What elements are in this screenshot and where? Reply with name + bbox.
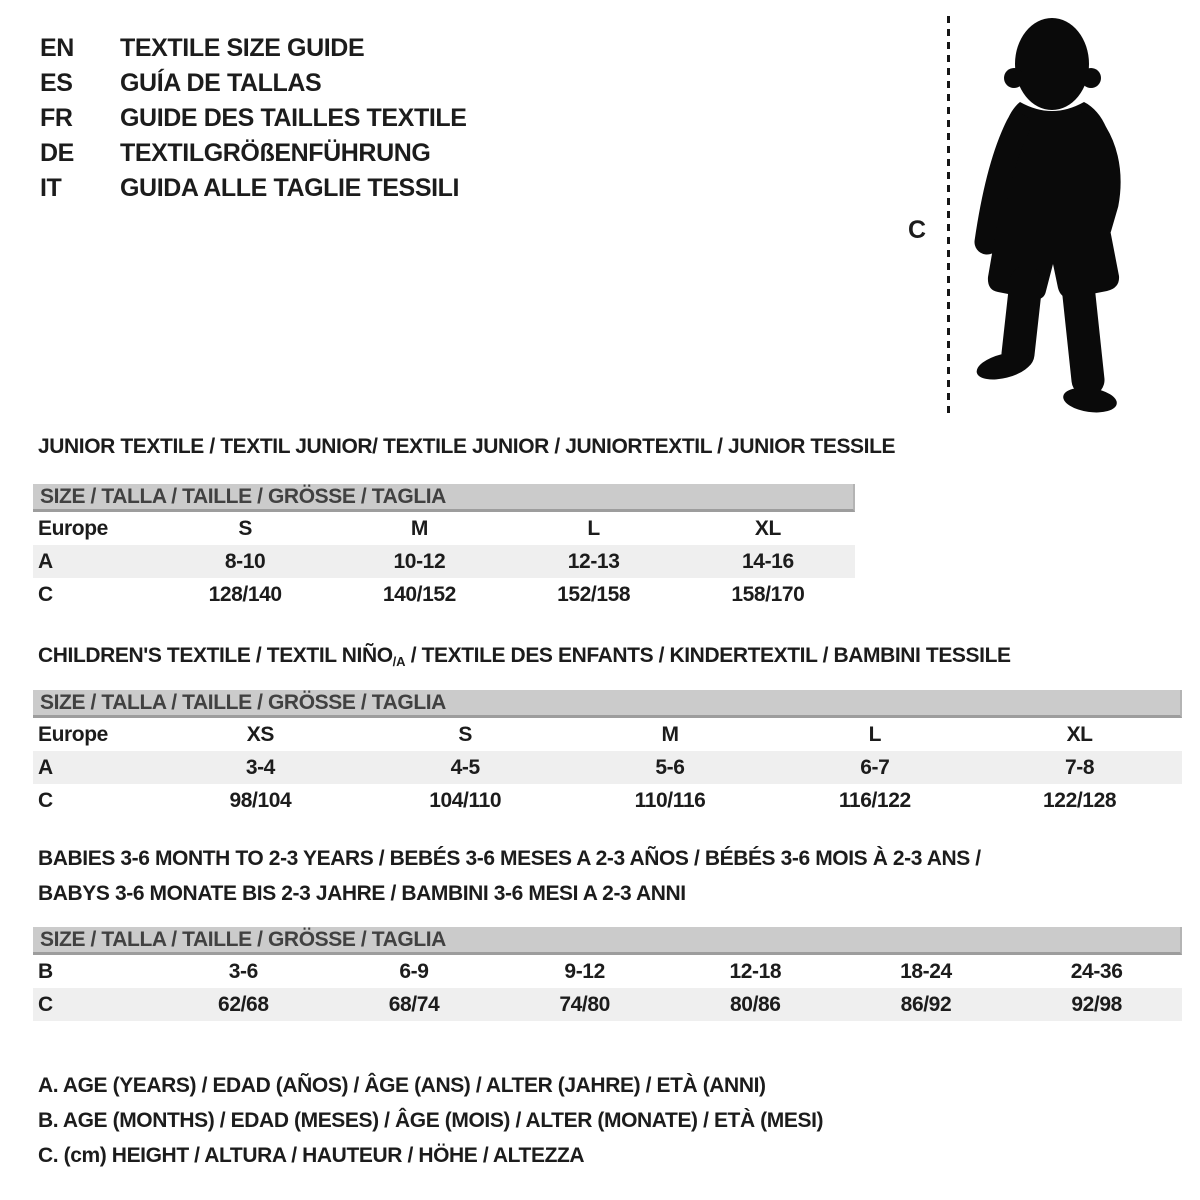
value-cell: 14-16 (742, 549, 794, 573)
row-label: A (38, 549, 53, 573)
row-label: A (38, 755, 53, 779)
value-cell: 104/110 (429, 788, 502, 812)
language-row-de (40, 136, 467, 171)
babies-size-table (33, 955, 1182, 1021)
value-cell: 10-12 (393, 549, 446, 573)
guide-title-en: TEXTILE SIZE GUIDE (120, 34, 365, 62)
row-label: C (38, 992, 53, 1016)
height-measure-dashed-line (947, 16, 950, 416)
legend-line-c: C. (cm) HEIGHT / ALTURA / HAUTEUR / HÖHE / ALTEZZA (38, 1144, 585, 1167)
legend-block (38, 1068, 823, 1173)
children-title-main: CHILDREN'S TEXTILE / TEXTIL NIÑO (38, 644, 393, 667)
row-label: B (38, 959, 53, 983)
children-size-header-bar: SIZE / TALLA / TAILLE / GRÖSSE / TAGLIA (33, 690, 1182, 718)
children-size-table (33, 718, 1182, 817)
value-cell: 98/104 (229, 788, 292, 812)
babies-size-header-bar: SIZE / TALLA / TAILLE / GRÖSSE / TAGLIA (33, 927, 1182, 955)
language-row-it (40, 171, 467, 206)
guide-title-es: GUÍA DE TALLAS (120, 69, 322, 97)
babies-title-line2: BABYS 3-6 MONATE BIS 2-3 JAHRE / BAMBINI 3-6 MESI A 2-3 ANNI (38, 882, 686, 905)
value-cell: 62/68 (218, 992, 269, 1016)
babies-section-title (38, 841, 981, 911)
junior-size-table (33, 512, 855, 611)
size-cell: XL (754, 516, 781, 540)
language-row-es (40, 66, 467, 101)
value-cell: 4-5 (450, 755, 480, 779)
guide-title-it: GUIDA ALLE TAGLIE TESSILI (120, 174, 460, 202)
size-cell: XS (246, 722, 274, 746)
value-cell: 3-6 (228, 959, 258, 983)
language-code: DE (40, 139, 74, 167)
value-cell: 18-24 (900, 959, 952, 983)
children-height-row (33, 784, 1182, 817)
junior-region-row (33, 512, 855, 545)
child-silhouette (960, 14, 1138, 420)
value-cell: 24-36 (1070, 959, 1123, 983)
value-cell: 12-18 (729, 959, 782, 983)
value-cell: 140/152 (382, 582, 456, 606)
value-cell: 68/74 (388, 992, 440, 1016)
value-cell: 152/158 (557, 582, 631, 606)
value-cell: 7-8 (1065, 755, 1095, 779)
value-cell: 8-10 (224, 549, 266, 573)
value-cell: 158/170 (731, 582, 805, 606)
size-cell: M (410, 516, 428, 540)
legend-line-b: B. AGE (MONTHS) / EDAD (MESES) / ÂGE (MOIS) / ALTER (MONATE) / ETÀ (MESI) (38, 1109, 824, 1132)
language-title-block (40, 31, 467, 206)
children-title-rest: / TEXTILE DES ENFANTS / KINDERTEXTIL / BAMBINI TESSILE (405, 644, 1011, 667)
value-cell: 74/80 (559, 992, 610, 1016)
junior-size-header-bar: SIZE / TALLA / TAILLE / GRÖSSE / TAGLIA (33, 484, 855, 512)
value-cell: 12-13 (567, 549, 620, 573)
value-cell: 3-4 (245, 755, 275, 779)
value-cell: 86/92 (900, 992, 952, 1016)
value-cell: 122/128 (1043, 788, 1117, 812)
language-code: ES (40, 69, 73, 97)
language-code: EN (40, 34, 74, 62)
size-cell: XL (1066, 722, 1093, 746)
size-cell: L (868, 722, 881, 746)
height-measure-label: C (908, 216, 926, 244)
region-label: Europe (38, 722, 108, 746)
value-cell: 9-12 (564, 959, 605, 983)
babies-title-line1: BABIES 3-6 MONTH TO 2-3 YEARS / BEBÉS 3-6 MESES A 2-3 AÑOS / BÉBÉS 3-6 MOIS À 2-3 ANS / (38, 847, 981, 870)
guide-title-fr: GUIDE DES TAILLES TEXTILE (120, 104, 467, 132)
legend-line-a: A. AGE (YEARS) / EDAD (AÑOS) / ÂGE (ANS) / ALTER (JAHRE) / ETÀ (ANNI) (38, 1074, 766, 1097)
language-code: FR (40, 104, 73, 132)
babies-age-row (33, 955, 1182, 988)
value-cell: 6-7 (860, 755, 890, 779)
language-row-fr (40, 101, 467, 136)
junior-height-row (33, 578, 855, 611)
size-cell: S (458, 722, 472, 746)
babies-height-row (33, 988, 1182, 1021)
junior-age-row (33, 545, 855, 578)
children-section-title (38, 642, 1011, 676)
size-cell: M (661, 722, 679, 746)
value-cell: 6-9 (399, 959, 429, 983)
row-label: C (38, 788, 53, 812)
value-cell: 5-6 (655, 755, 685, 779)
language-code: IT (40, 174, 62, 202)
children-title-subscript: /A (392, 654, 406, 669)
value-cell: 92/98 (1071, 992, 1122, 1016)
children-age-row (33, 751, 1182, 784)
value-cell: 128/140 (208, 582, 282, 606)
junior-section-title: JUNIOR TEXTILE / TEXTIL JUNIOR/ TEXTILE JUNIOR / JUNIORTEXTIL / JUNIOR TESSILE (38, 435, 896, 458)
guide-title-de: TEXTILGRÖßENFÜHRUNG (120, 139, 431, 167)
value-cell: 116/122 (838, 788, 911, 812)
region-label: Europe (38, 516, 108, 540)
children-region-row (33, 718, 1182, 751)
size-cell: L (587, 516, 600, 540)
language-row-en (40, 31, 467, 66)
value-cell: 110/116 (634, 788, 706, 812)
value-cell: 80/86 (730, 992, 781, 1016)
size-cell: S (238, 516, 252, 540)
row-label: C (38, 582, 53, 606)
